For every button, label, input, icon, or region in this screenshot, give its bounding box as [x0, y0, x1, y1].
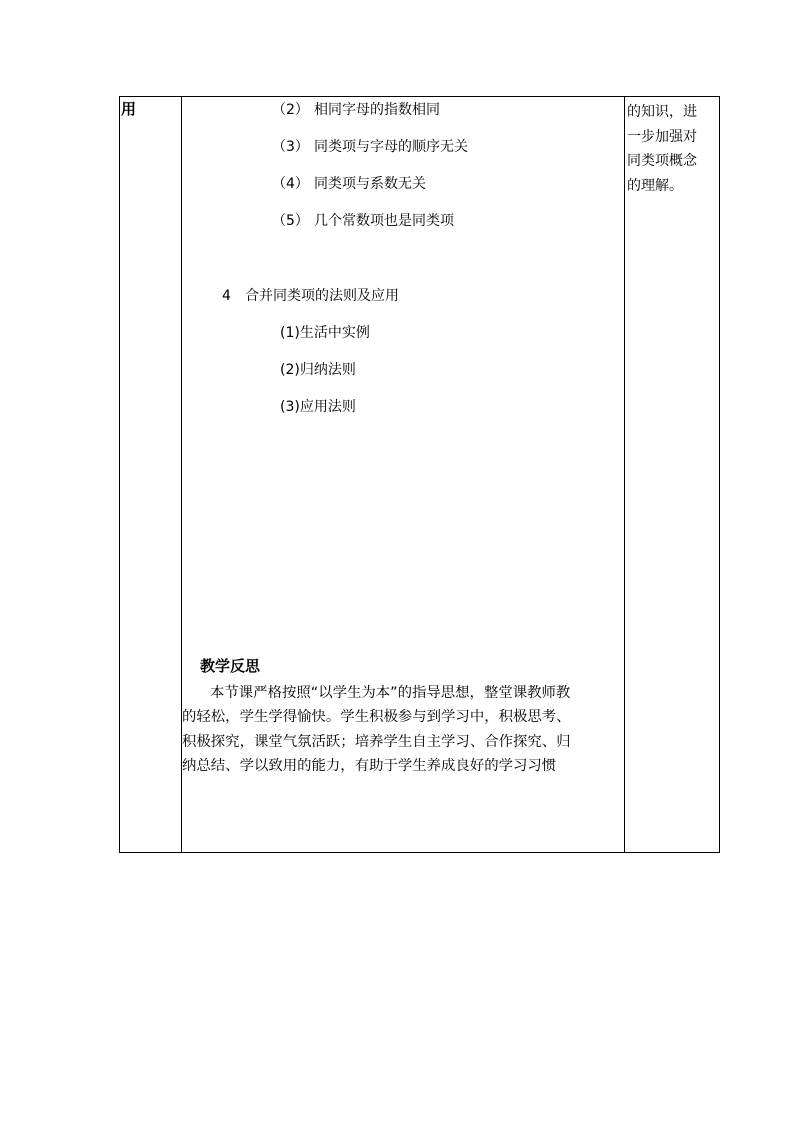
property-5-number: （5）: [272, 213, 309, 229]
sub-item-3: (3)应用法则: [280, 399, 356, 415]
right-note-line-1: 的知识，进: [627, 104, 697, 120]
reflection-heading: 教学反思: [200, 657, 261, 675]
property-5-text: 几个常数项也是同类项: [314, 213, 454, 229]
property-4-text: 同类项与系数无关: [314, 176, 426, 192]
right-cell-note: [627, 100, 717, 198]
reflection-line-2: 的轻松，学生学得愉快。学生积极参与到学习中，积极思考、: [182, 709, 571, 726]
reflection-line-1: 本节课严格按照“以学生为本”的指导思想，整堂课教师教: [210, 685, 571, 701]
property-2-number: （2）: [272, 102, 309, 118]
left-cell-label: 用: [121, 100, 137, 118]
section-4-number: 4: [222, 288, 231, 304]
reflection-line-4: 纳总结、学以致用的能力，有助于学生养成良好的学习习惯: [182, 757, 557, 774]
reflection-paragraph: [182, 681, 622, 778]
property-2-text: 相同字母的指数相同: [314, 102, 440, 118]
sub-item-1: (1)生活中实例: [280, 325, 370, 341]
lesson-table: [119, 96, 720, 853]
right-note-line-3: 同类项概念: [627, 153, 697, 169]
right-note-line-4: 的理解。: [627, 177, 683, 194]
right-note-line-2: 一步加强对: [627, 128, 697, 145]
sub-item-2: (2)归纳法则: [280, 362, 356, 378]
section-4-title: 合并同类项的法则及应用: [245, 288, 399, 304]
reflection-line-3: 积极探究，课堂气氛活跃；培养学生自主学习、合作探究、归: [182, 733, 571, 750]
column-divider-right: [624, 97, 625, 852]
property-3-number: （3）: [272, 139, 309, 155]
property-4-number: （4）: [272, 176, 309, 192]
property-3-text: 同类项与字母的顺序无关: [314, 139, 468, 155]
